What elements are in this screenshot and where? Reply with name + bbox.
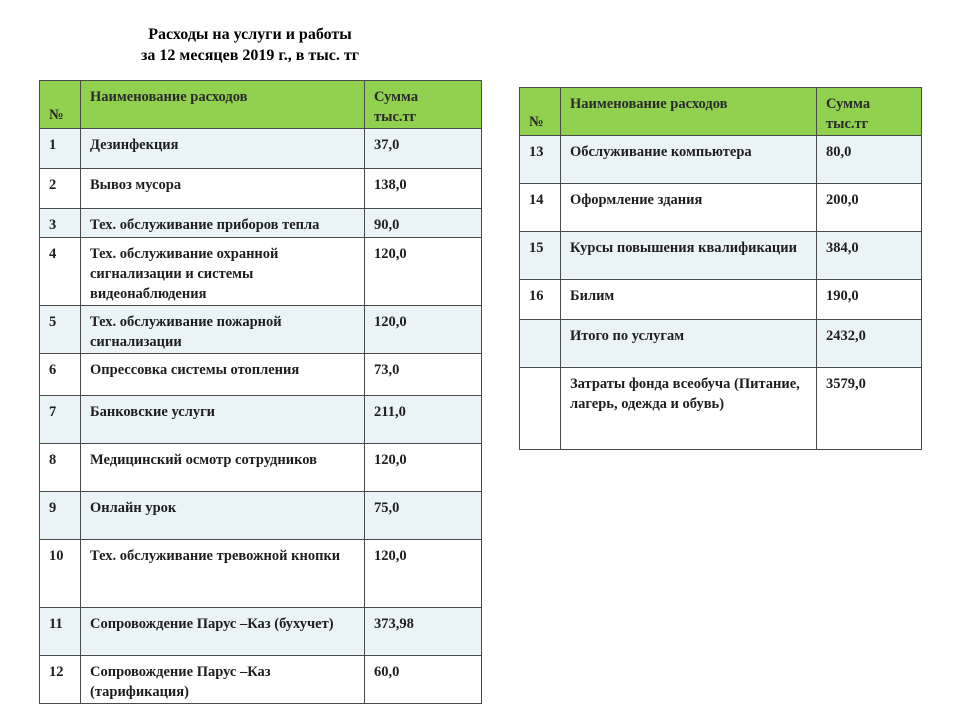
row-name: Дезинфекция xyxy=(81,129,365,169)
header-num: № xyxy=(40,81,81,129)
row-name: Вывоз мусора xyxy=(81,169,365,209)
row-sum: 384,0 xyxy=(817,232,922,280)
expenses-table-right xyxy=(519,87,922,450)
table-row xyxy=(40,396,482,444)
title-line-1: Расходы на услуги и работы xyxy=(148,26,352,43)
row-name: Онлайн урок xyxy=(81,492,365,540)
table-row xyxy=(40,238,482,306)
table-row xyxy=(40,129,482,169)
header-name: Наименование расходов xyxy=(81,81,365,129)
row-name: Сопровождение Парус –Каз (тарификация) xyxy=(81,656,365,704)
row-sum: 90,0 xyxy=(365,209,482,238)
row-sum: 60,0 xyxy=(365,656,482,704)
expenses-table-left xyxy=(39,80,482,704)
header-sum-line1: Сумма xyxy=(374,89,419,105)
row-num xyxy=(520,368,561,450)
row-name: Тех. обслуживание пожарной сигнализации xyxy=(81,306,365,354)
header-sum xyxy=(365,81,482,129)
row-sum: 120,0 xyxy=(365,306,482,354)
table-row xyxy=(40,354,482,396)
row-num: 11 xyxy=(40,608,81,656)
header-sum-line1: Сумма xyxy=(826,96,871,112)
row-num: 2 xyxy=(40,169,81,209)
row-sum: 75,0 xyxy=(365,492,482,540)
row-num: 5 xyxy=(40,306,81,354)
row-name: Тех. обслуживание охранной сигнализации и системы видеонаблюдения xyxy=(81,238,365,306)
row-name: Тех. обслуживание тревожной кнопки xyxy=(81,540,365,608)
row-sum: 37,0 xyxy=(365,129,482,169)
row-sum: 120,0 xyxy=(365,444,482,492)
row-num: 16 xyxy=(520,280,561,320)
row-name: Сопровождение Парус –Каз (бухучет) xyxy=(81,608,365,656)
row-name: Банковские услуги xyxy=(81,396,365,444)
row-sum: 190,0 xyxy=(817,280,922,320)
table-row xyxy=(520,184,922,232)
row-name: Обслуживание компьютера xyxy=(561,136,817,184)
row-name: Оформление здания xyxy=(561,184,817,232)
row-num: 3 xyxy=(40,209,81,238)
row-num: 14 xyxy=(520,184,561,232)
table-header-row xyxy=(40,81,482,129)
row-num: 7 xyxy=(40,396,81,444)
table-row xyxy=(520,368,922,450)
header-name: Наименование расходов xyxy=(561,88,817,136)
row-num: 13 xyxy=(520,136,561,184)
row-sum: 200,0 xyxy=(817,184,922,232)
row-num xyxy=(520,320,561,368)
row-num: 15 xyxy=(520,232,561,280)
table-row xyxy=(40,656,482,704)
row-num: 4 xyxy=(40,238,81,306)
row-num: 1 xyxy=(40,129,81,169)
row-sum: 2432,0 xyxy=(817,320,922,368)
table-row xyxy=(40,540,482,608)
header-sum-line2: тыс.тг xyxy=(826,116,869,132)
row-sum: 120,0 xyxy=(365,238,482,306)
row-sum: 3579,0 xyxy=(817,368,922,450)
page-title xyxy=(110,24,390,66)
table-row xyxy=(40,608,482,656)
row-sum: 80,0 xyxy=(817,136,922,184)
table-row xyxy=(40,306,482,354)
table-row xyxy=(40,492,482,540)
row-sum: 120,0 xyxy=(365,540,482,608)
row-num: 6 xyxy=(40,354,81,396)
row-name: Опрессовка системы отопления xyxy=(81,354,365,396)
table-header-row xyxy=(520,88,922,136)
row-num: 9 xyxy=(40,492,81,540)
total-row xyxy=(520,320,922,368)
table-row xyxy=(40,209,482,238)
row-num: 10 xyxy=(40,540,81,608)
row-name: Курсы повышения квалификации xyxy=(561,232,817,280)
header-sum-line2: тыс.тг xyxy=(374,109,417,125)
table-row xyxy=(520,280,922,320)
row-name: Итого по услугам xyxy=(561,320,817,368)
row-sum: 138,0 xyxy=(365,169,482,209)
table-row xyxy=(520,136,922,184)
row-sum: 373,98 xyxy=(365,608,482,656)
table-row xyxy=(520,232,922,280)
row-sum: 73,0 xyxy=(365,354,482,396)
title-line-2: за 12 месяцев 2019 г., в тыс. тг xyxy=(140,47,360,64)
row-num: 8 xyxy=(40,444,81,492)
row-name: Билим xyxy=(561,280,817,320)
row-num: 12 xyxy=(40,656,81,704)
table-row xyxy=(40,169,482,209)
row-name: Медицинский осмотр сотрудников xyxy=(81,444,365,492)
header-num: № xyxy=(520,88,561,136)
table-row xyxy=(40,444,482,492)
row-sum: 211,0 xyxy=(365,396,482,444)
row-name: Затраты фонда всеобуча (Питание, лагерь, одежда и обувь) xyxy=(561,368,817,450)
row-name: Тех. обслуживание приборов тепла xyxy=(81,209,365,238)
header-sum xyxy=(817,88,922,136)
